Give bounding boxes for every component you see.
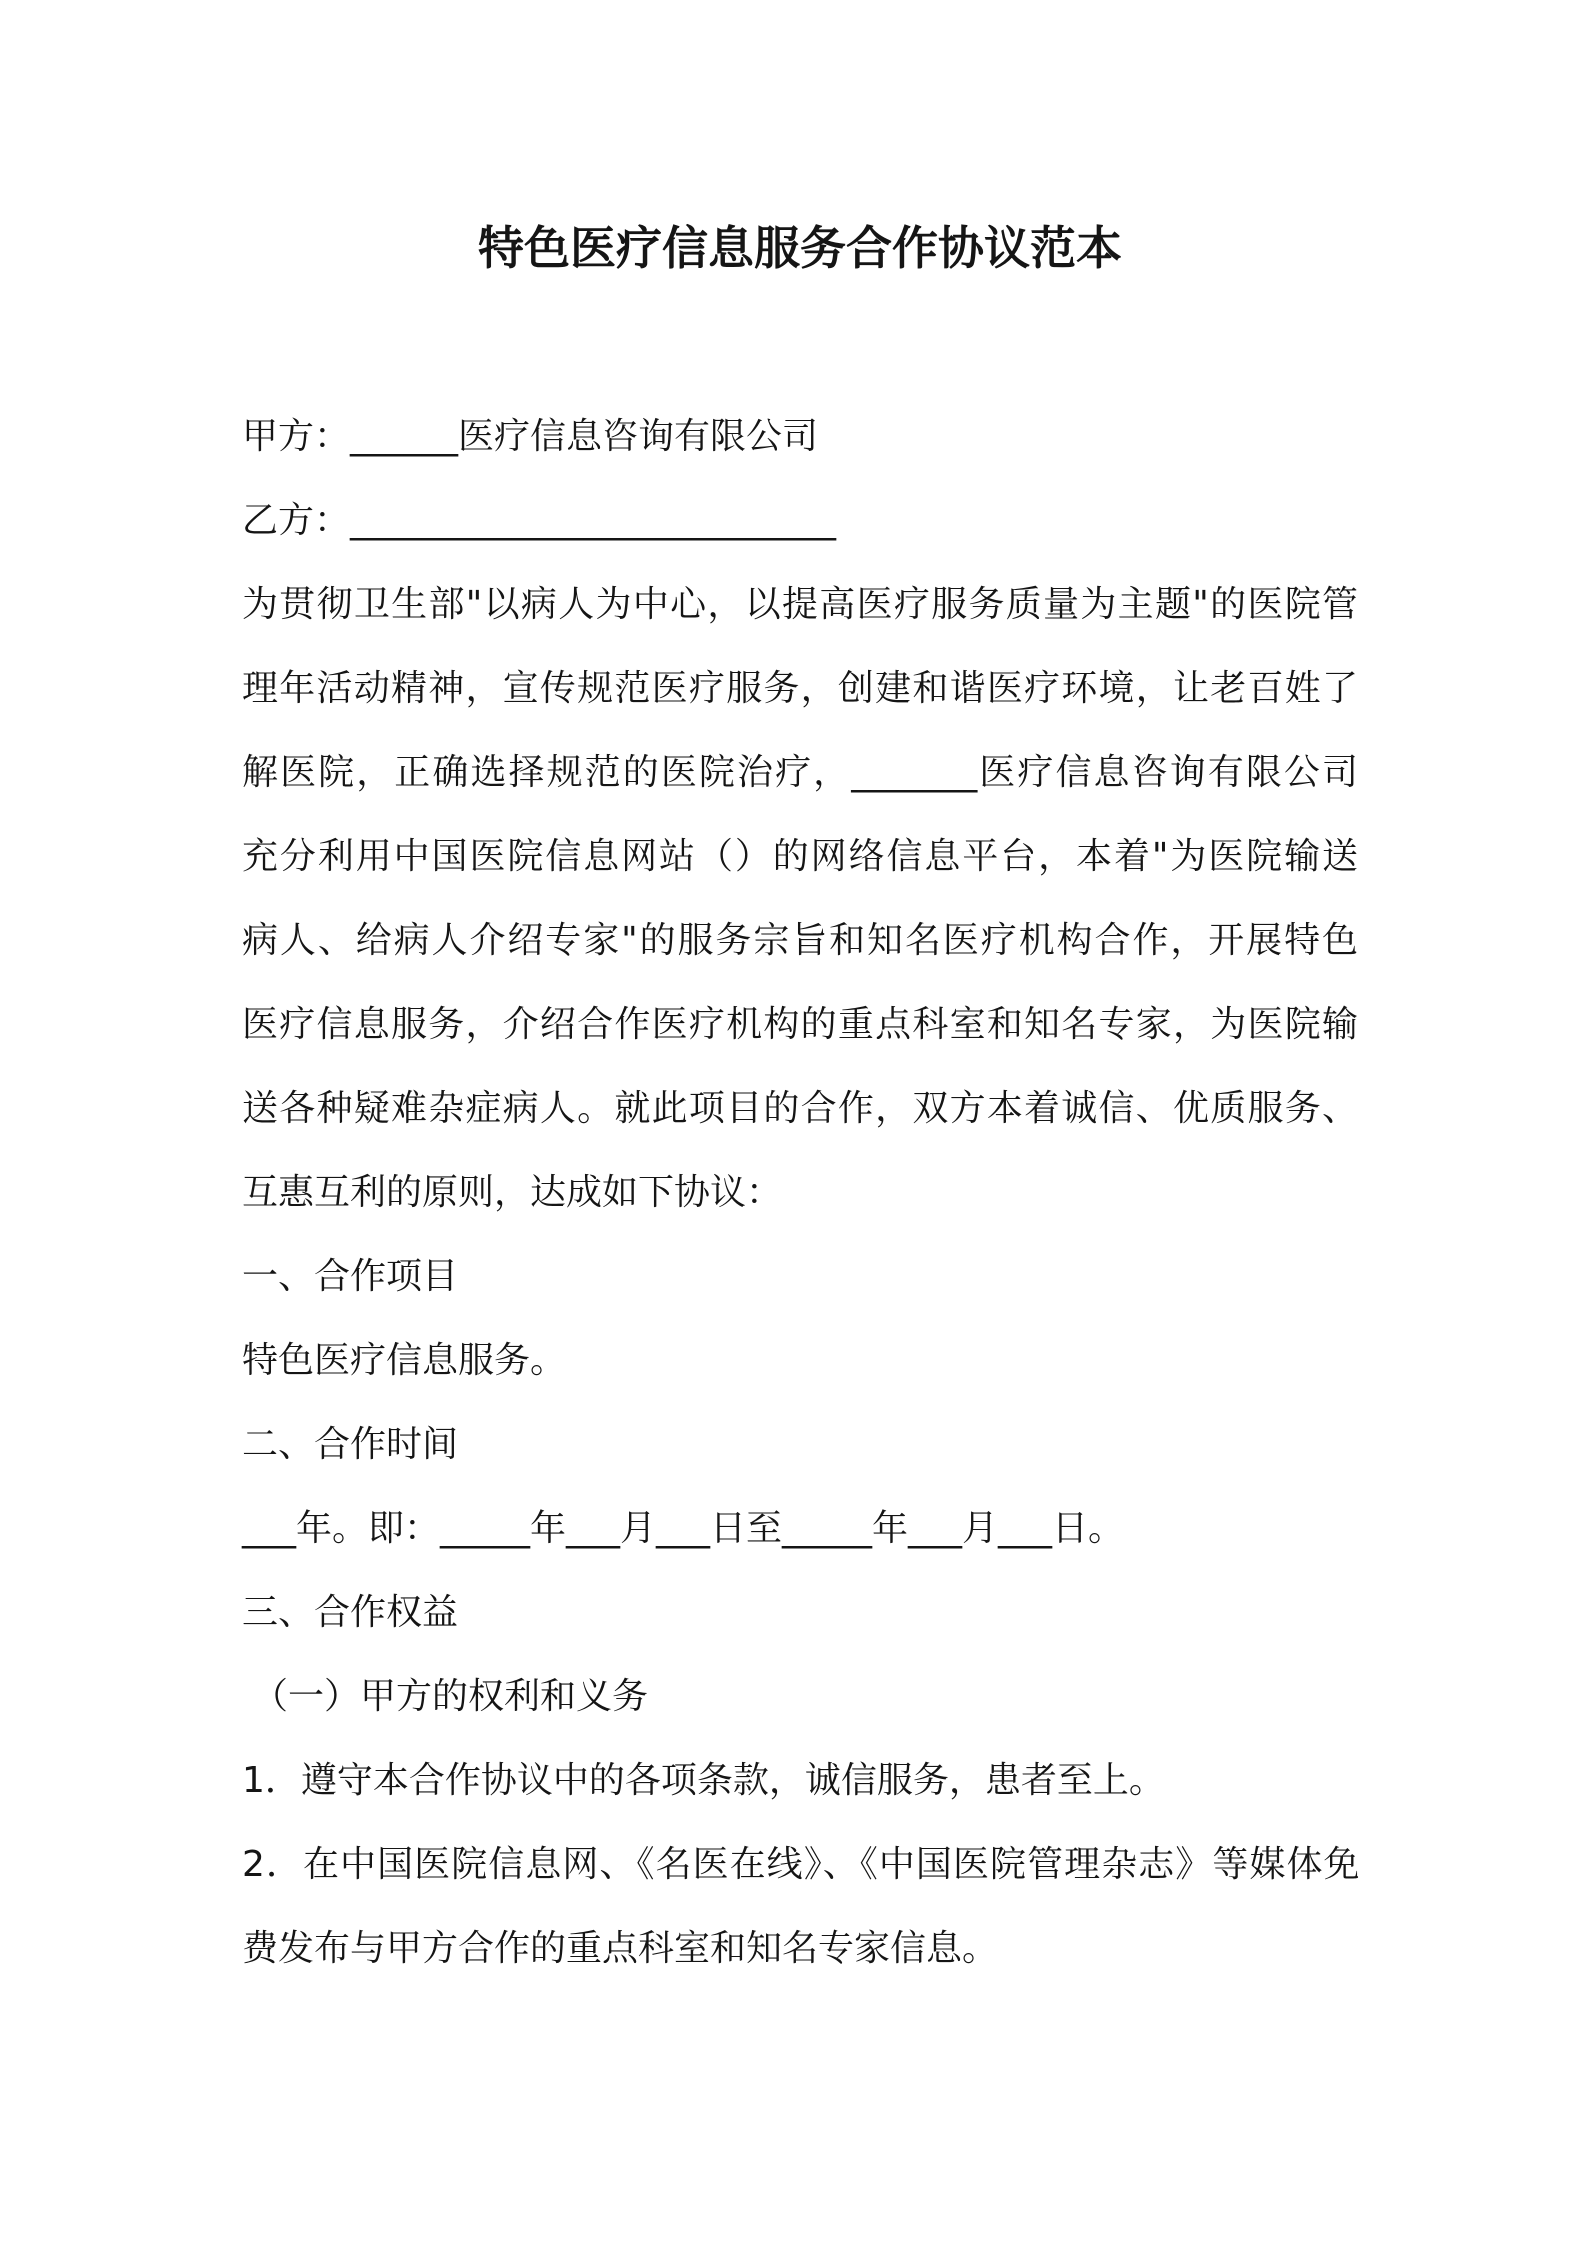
party-b-line: 乙方：___________________________ [242, 500, 837, 541]
intro-line: 为贯彻卫生部"以病人为中心，以提高医疗服务质量为主题"的医院管 [242, 584, 1358, 625]
party-a-line: 甲方：______医疗信息咨询有限公司 [242, 416, 819, 457]
section-heading: 三、合作权益 [242, 1592, 459, 1633]
list-item-line: 2．在中国医院信息网、《名医在线》、《中国医院管理杂志》等媒体免 [242, 1844, 1358, 1885]
section-cooperation-item [242, 1235, 1358, 1403]
section-heading: 二、合作时间 [242, 1424, 459, 1465]
section-heading: 一、合作项目 [242, 1256, 459, 1297]
list-item [242, 1739, 1358, 1823]
section-content: ___年。即：_____年___月___日至_____年___月___日。 [242, 1508, 1125, 1549]
list-item-line: 1．遵守本合作协议中的各项条款，诚信服务，患者至上。 [242, 1760, 1165, 1801]
section-cooperation-period [242, 1403, 1358, 1571]
intro-line: 医疗信息服务，介绍合作医疗机构的重点科室和知名专家，为医院输 [242, 1004, 1358, 1045]
list-item-line: 费发布与甲方合作的重点科室和知名专家信息。 [242, 1928, 999, 1969]
intro-line: 理年活动精神，宣传规范医疗服务，创建和谐医疗环境，让老百姓了 [242, 668, 1358, 709]
intro-line: 充分利用中国医院信息网站（）的网络信息平台，本着"为医院输送 [242, 836, 1358, 877]
section-cooperation-rights [242, 1571, 1358, 1991]
intro-line: 送各种疑难杂症病人。就此项目的合作，双方本着诚信、优质服务、 [242, 1088, 1358, 1129]
subsection-heading: （一）甲方的权利和义务 [252, 1676, 649, 1717]
document-title: 特色医疗信息服务合作协议范本 [478, 221, 1122, 275]
intro-line: 病人、给病人介绍专家"的服务宗旨和知名医疗机构合作，开展特色 [242, 920, 1358, 961]
section-content: 特色医疗信息服务。 [242, 1340, 567, 1381]
intro-line: 互惠互利的原则，达成如下协议： [242, 1172, 783, 1213]
list-item [242, 1823, 1358, 1991]
intro-line: 解医院，正确选择规范的医院治疗，_______医疗信息咨询有限公司 [242, 752, 1358, 793]
intro-paragraph [242, 563, 1358, 1235]
document-body [242, 395, 1358, 1991]
